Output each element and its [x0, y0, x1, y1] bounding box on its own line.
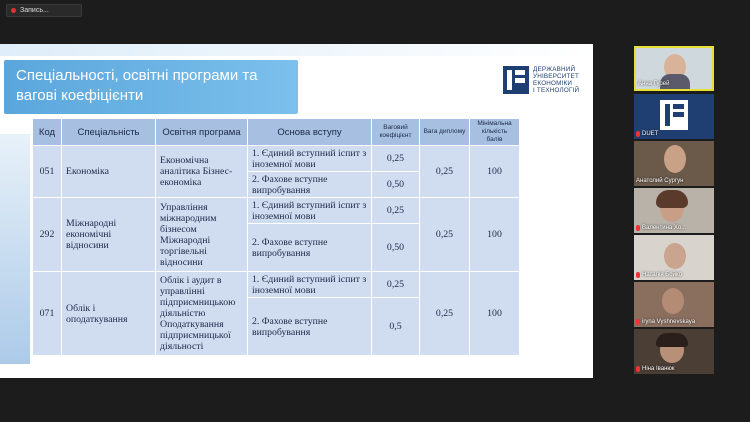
record-icon	[11, 8, 16, 13]
cell-specialty: Облік і оподаткування	[62, 272, 156, 356]
table-header-row	[33, 119, 520, 146]
cell-basis: 2. Фахове вступне випробування	[248, 298, 372, 356]
header-weight: Ваговий коефіцієнт	[372, 119, 420, 146]
slide-title: Спеціальності, освітні програми та вагові коефіцієнти	[16, 67, 258, 104]
participant-name: Ніна Іванюк	[636, 366, 675, 372]
participant-tile[interactable]	[634, 235, 714, 280]
cell-weight: 0,25	[372, 198, 420, 224]
table-row	[33, 198, 520, 224]
participant-tile[interactable]	[634, 282, 714, 327]
participant-name: Анна Гурей	[638, 81, 670, 87]
cell-basis: 1. Єдиний вступний іспит з іноземної мови	[248, 198, 372, 224]
cell-diploma: 0,25	[420, 272, 470, 356]
muted-mic-icon	[636, 272, 640, 278]
header-basis: Основа вступу	[248, 119, 372, 146]
cell-basis: 1. Єдиний вступний іспит з іноземної мови	[248, 272, 372, 298]
header-diploma: Вага диплому	[420, 119, 470, 146]
cell-min-score: 100	[470, 146, 520, 198]
cell-min-score: 100	[470, 272, 520, 356]
cell-basis: 2. Фахове вступне випробування	[248, 224, 372, 272]
shared-slide	[0, 44, 593, 378]
cell-specialty: Економіка	[62, 146, 156, 198]
cell-weight: 0,5	[372, 298, 420, 356]
header-min-score: Мінімальна кількість балів	[470, 119, 520, 146]
cell-specialty: Міжнародні економічні відносини	[62, 198, 156, 272]
participant-name: Наталія Бойко	[636, 272, 682, 278]
muted-mic-icon	[636, 131, 640, 137]
cell-weight: 0,25	[372, 146, 420, 172]
university-logo-icon	[503, 66, 529, 94]
table-row	[33, 272, 520, 298]
cell-code: 292	[33, 198, 62, 272]
participant-name: Анатолий Сургун	[636, 178, 684, 184]
slide-decoration-top	[0, 44, 593, 56]
participant-tile[interactable]	[634, 329, 714, 374]
university-logo	[503, 66, 579, 94]
participant-face	[664, 243, 686, 269]
recording-label: Запись...	[20, 7, 49, 14]
muted-mic-icon	[636, 319, 640, 325]
university-logo-text: ДЕРЖАВНИЙ УНІВЕРСИТЕТ ЕКОНОМІКИ І ТЕХНОЛОГІЙ	[533, 66, 580, 94]
participant-hat	[656, 333, 688, 347]
muted-mic-icon	[636, 225, 640, 231]
slide-decoration-left	[0, 134, 30, 364]
participant-name: iryna Vyshnevskaya	[636, 319, 695, 325]
participant-name: Валентина Хо...	[636, 225, 686, 231]
cell-min-score: 100	[470, 198, 520, 272]
participant-tile[interactable]	[634, 46, 714, 91]
participant-face	[662, 288, 684, 314]
participant-tile[interactable]	[634, 141, 714, 186]
participant-hair	[656, 190, 688, 208]
cell-diploma: 0,25	[420, 146, 470, 198]
participant-face	[664, 145, 686, 173]
cell-diploma: 0,25	[420, 198, 470, 272]
cell-code: 071	[33, 272, 62, 356]
table-row	[33, 146, 520, 172]
cell-code: 051	[33, 146, 62, 198]
cell-weight: 0,25	[372, 272, 420, 298]
recording-indicator[interactable]	[6, 4, 82, 17]
cell-basis: 2. Фахове вступне випробування	[248, 172, 372, 198]
header-code: Код	[33, 119, 62, 146]
cell-basis: 1. Єдиний вступний іспит з іноземної мови	[248, 146, 372, 172]
muted-mic-icon	[636, 366, 640, 372]
participant-tile[interactable]	[634, 188, 714, 233]
cell-weight: 0,50	[372, 172, 420, 198]
participant-tile[interactable]	[634, 94, 714, 139]
cell-weight: 0,50	[372, 224, 420, 272]
participant-name: DUET	[636, 131, 658, 137]
cell-program: Облік і аудит в управлінні підприємницькою діяльністю Оподаткування підприємницької діяльності	[156, 272, 248, 356]
slide-title-box	[4, 60, 298, 114]
cell-program: Управління міжнародним бізнесом Міжнародні торгівельні відносини	[156, 198, 248, 272]
header-specialty: Спеціальність	[62, 119, 156, 146]
header-program: Освітня програма	[156, 119, 248, 146]
specialties-table	[32, 118, 520, 356]
cell-program: Економічна аналітика Бізнес-економіка	[156, 146, 248, 198]
